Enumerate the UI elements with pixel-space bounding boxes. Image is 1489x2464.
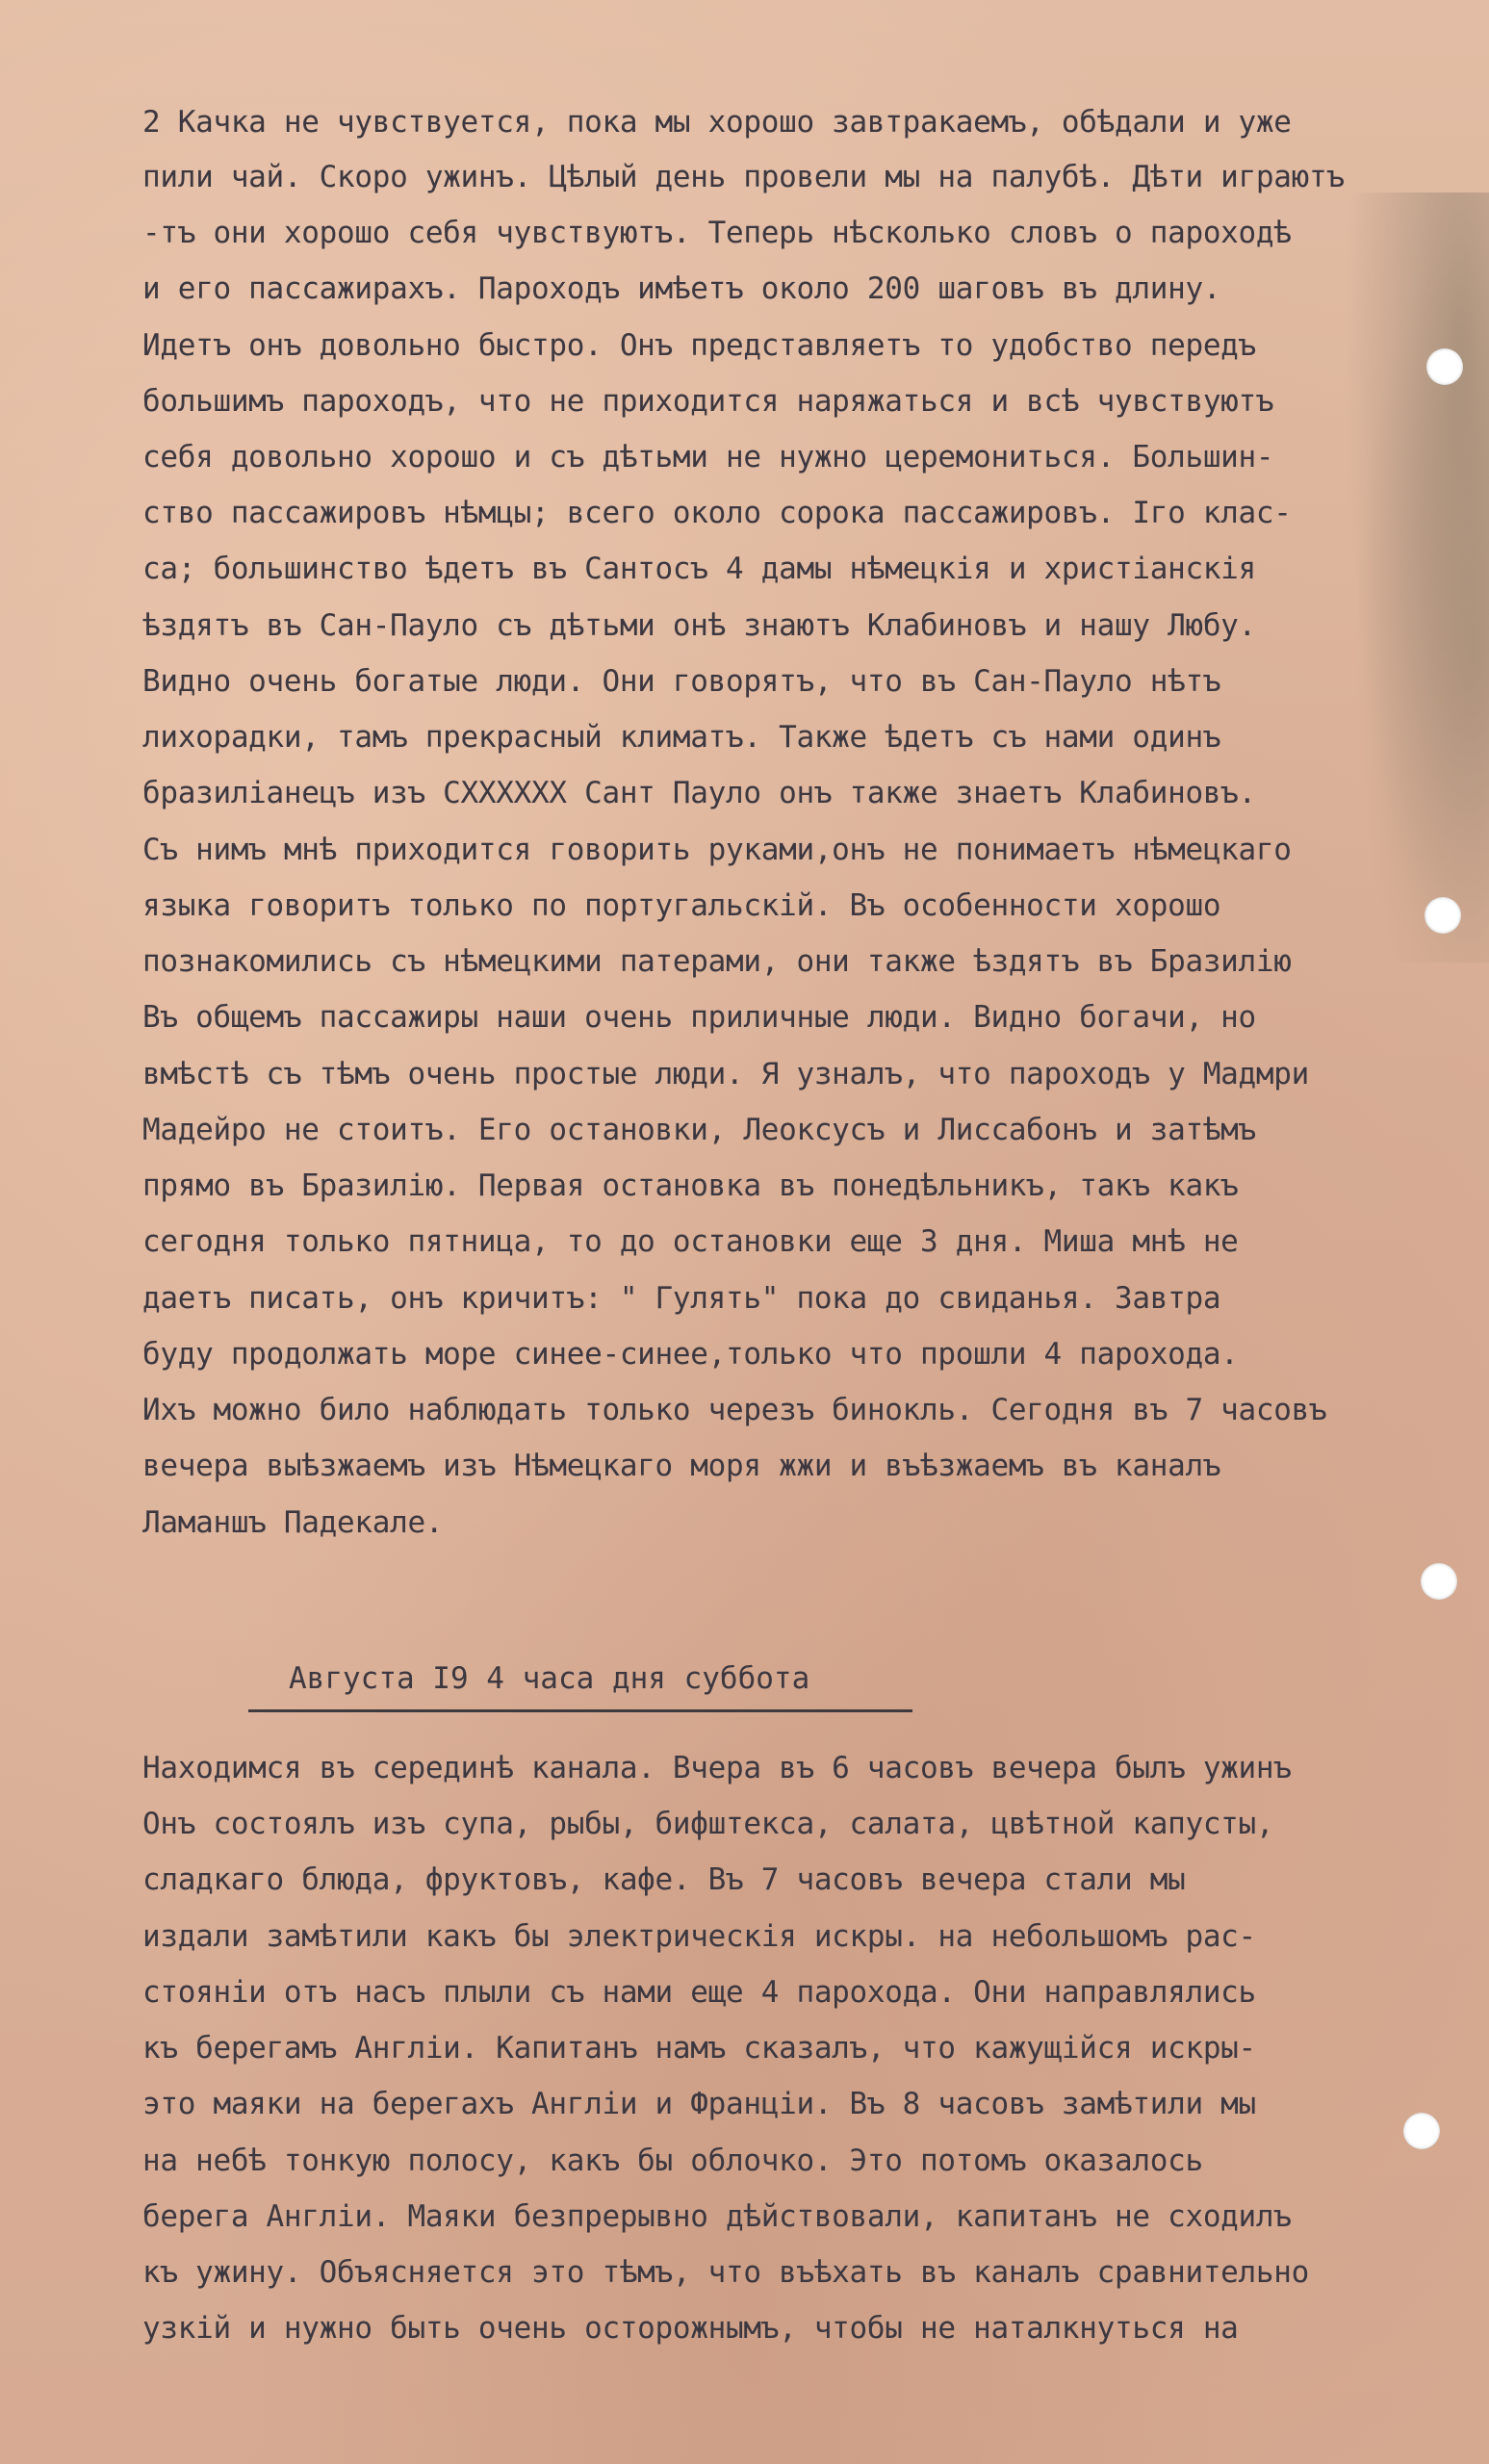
text-line: къ ужину. Объясняется это тѣмъ, что въѣхать въ каналъ сравнительно bbox=[142, 2255, 1309, 2290]
text-line: берега Англіи. Маяки безпрерывно дѣйствовали, капитанъ не сходилъ bbox=[142, 2199, 1292, 2234]
text-line: на небѣ тонкую полосу, какъ бы облочко. Это потомъ оказалось bbox=[142, 2143, 1203, 2178]
text-line: буду продолжать море синее-синее,только что прошли 4 парохода. bbox=[142, 1337, 1239, 1372]
text-line: это маяки на берегахъ Англіи и Франціи. Въ 8 часовъ замѣтили мы bbox=[142, 2087, 1256, 2121]
text-line: къ берегамъ Англіи. Капитанъ намъ сказалъ, что кажущійся искры- bbox=[142, 2031, 1256, 2066]
text-line: вмѣстѣ съ тѣмъ очень простые люди. Я узналъ, что пароходъ у Мадмри bbox=[142, 1057, 1309, 1091]
text-line: издали замѣтили какъ бы электрическія искры. на небольшомъ рас- bbox=[142, 1919, 1256, 1954]
text-line: Въ общемъ пассажиры наши очень приличные люди. Видно богачи, но bbox=[142, 1000, 1256, 1035]
text-line: и его пассажирахъ. Пароходъ имѣетъ около 200 шаговъ въ длину. bbox=[142, 271, 1221, 306]
text-line: стояніи отъ насъ плыли съ нами еще 4 парохода. Они направлялись bbox=[142, 1975, 1256, 2010]
text-line: Мадейро не стоитъ. Его остановки, Леоксусъ и Лиссабонъ и затѣмъ bbox=[142, 1113, 1256, 1147]
text-line: Находимся въ серединѣ канала. Вчера въ 6 часовъ вечера былъ ужинъ bbox=[142, 1751, 1292, 1785]
text-line: 2 Качка не чувствуется, пока мы хорошо завтракаемъ, обѣдали и уже bbox=[142, 105, 1292, 140]
text-line: узкій и нужно быть очень осторожнымъ, чтобы не наталкнуться на bbox=[142, 2311, 1239, 2346]
date-heading: Августа I9 4 часа дня суббота bbox=[289, 1661, 810, 1696]
text-line: са; большинство ѣдетъ въ Сантосъ 4 дамы нѣмецкія и христіанскія bbox=[142, 552, 1256, 586]
text-line: Онъ состоялъ изъ супа, рыбы, бифштекса, салата, цвѣтной капусты, bbox=[142, 1807, 1274, 1841]
heading-underline bbox=[248, 1709, 912, 1712]
text-line: Съ нимъ мнѣ приходится говорить руками,онъ не понимаетъ нѣмецкаго bbox=[142, 833, 1292, 867]
text-line: ѣздятъ въ Сан-Пауло съ дѣтьми онѣ знаютъ Клабиновъ и нашу Любу. bbox=[142, 608, 1256, 643]
text-line: прямо въ Бразилію. Первая остановка въ понедѣльникъ, такъ какъ bbox=[142, 1168, 1239, 1203]
text-line: вечера выѣзжаемъ изъ Нѣмецкаго моря жжи и въѣзжаемъ въ каналъ bbox=[142, 1449, 1221, 1483]
text-line: бразиліанецъ изъ СХХХХХХ Сант Пауло онъ также знаетъ Клабиновъ. bbox=[142, 776, 1256, 810]
text-line: Ламаншъ Падекале. bbox=[142, 1505, 444, 1540]
text-line: -тъ они хорошо себя чувствуютъ. Теперь нѣсколько словъ о пароходѣ bbox=[142, 216, 1292, 250]
text-line: даетъ писать, онъ кричитъ: " Гулять" пока до свиданья. Завтра bbox=[142, 1281, 1221, 1316]
text-line: сегодня только пятница, то до остановки еще 3 дня. Миша мнѣ не bbox=[142, 1224, 1239, 1259]
text-line: себя довольно хорошо и съ дѣтьми не нужно церемониться. Большин- bbox=[142, 440, 1274, 475]
text-line: языка говоритъ только по португальскій. Въ особенности хорошо bbox=[142, 888, 1221, 923]
text-line: пили чай. Скоро ужинъ. Цѣлый день провели мы на палубѣ. Дѣти играютъ bbox=[142, 160, 1345, 194]
text-line: Идетъ онъ довольно быстро. Онъ представляетъ то удобство передъ bbox=[142, 328, 1256, 363]
text-line: познакомились съ нѣмецкими патерами, они также ѣздятъ въ Бразилію bbox=[142, 944, 1292, 979]
text-line: Видно очень богатые люди. Они говорятъ, что въ Сан-Пауло нѣтъ bbox=[142, 664, 1221, 699]
text-line: Ихъ можно било наблюдать только черезъ бинокль. Сегодня въ 7 часовъ bbox=[142, 1393, 1327, 1427]
text-line: лихорадки, тамъ прекрасный климатъ. Также ѣдетъ съ нами одинъ bbox=[142, 720, 1221, 755]
text-line: ство пассажировъ нѣмцы; всего около сорока пассажировъ. Iго клас- bbox=[142, 496, 1292, 530]
text-line: сладкаго блюда, фруктовъ, кафе. Въ 7 часовъ вечера стали мы bbox=[142, 1862, 1186, 1897]
text-line: большимъ пароходъ, что не приходится наряжаться и всѣ чувствуютъ bbox=[142, 384, 1274, 419]
